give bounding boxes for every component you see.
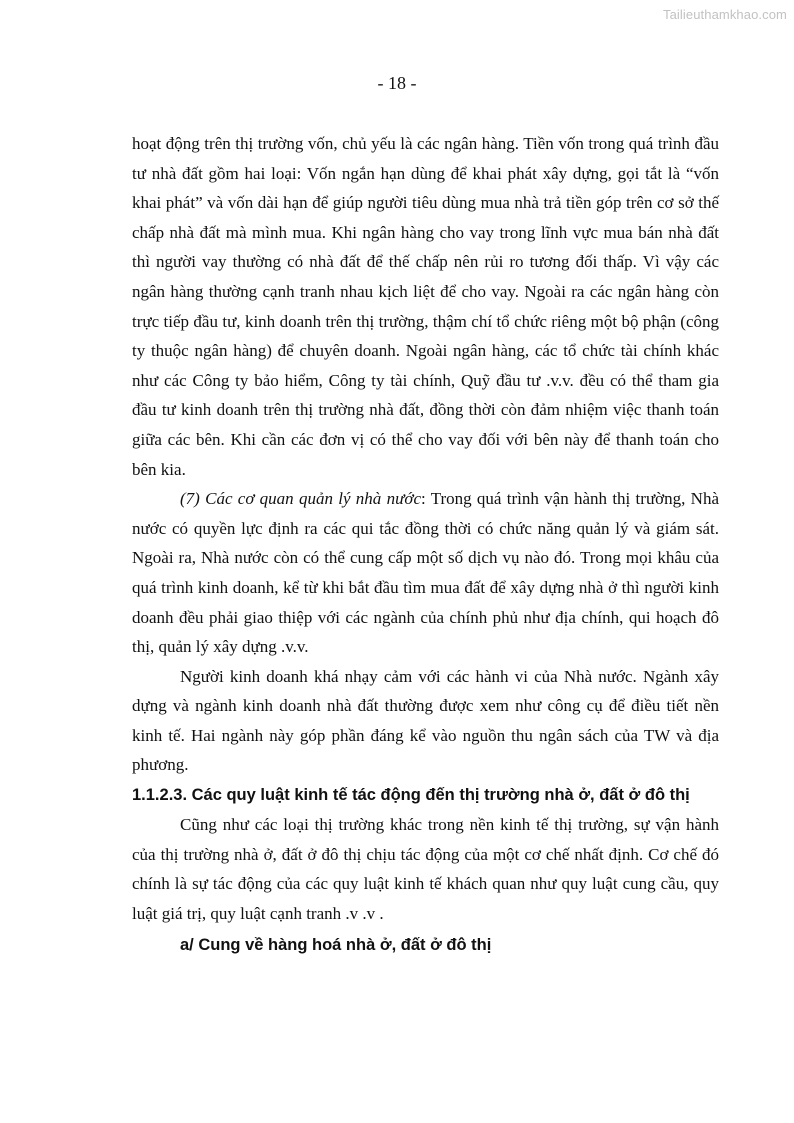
paragraph-market-mechanism: Cũng như các loại thị trường khác trong nền kinh tế thị trường, sự vận hành của thị trường nhà ở, đất ở đô thị chịu tác động của một cơ chế nhất định. Cơ chế đó chính là sự tác động của các quy luật kinh tế khách quan như quy luật cung cầu, quy luật giá trị, quy luật cạnh tranh .v .v .	[132, 815, 719, 923]
paragraph-banks: hoạt động trên thị trường vốn, chủ yếu là các ngân hàng. Tiền vốn trong quá trình đầu tư nhà đất gồm hai loại: Vốn ngắn hạn dùng để khai phát xây dựng, gọi tắt là “vốn khai phát” và vốn dài hạn để giúp người tiêu dùng mua nhà trả tiền góp trên cơ sở thế chấp nhà đất mà mình mua. Khi ngân hàng cho vay trong lĩnh vực mua bán nhà đất thì người vay thường có nhà đất để thế chấp nên rủi ro tương đối thấp. Vì vậy các ngân hàng thường cạnh tranh nhau kịch liệt để cho vay. Ngoài ra các ngân hàng còn trực tiếp đầu tư, kinh doanh trên thị trường, thậm chí tổ chức riêng một bộ phận (công ty thuộc ngân hàng) để chuyên doanh. Ngoài ngân hàng, các tổ chức tài chính khác như các Công ty bảo hiểm, Công ty tài chính, Quỹ đầu tư .v.v. đều có thể tham gia đầu tư kinh doanh trên thị trường nhà đất, đồng thời còn đảm nhiệm việc thanh toán giữa các bên. Khi cần các đơn vị có thể cho vay đối với bên này để thanh toán cho bên kia.	[132, 134, 719, 479]
subsection-heading: a/ Cung về hàng hoá nhà ở, đất ở đô thị	[180, 936, 492, 955]
section-heading: 1.1.2.3. Các quy luật kinh tế tác động đến thị trường nhà ở, đất ở đô thị	[132, 786, 690, 805]
paragraph-lead-italic: (7) Các cơ quan quản lý nhà nước	[180, 489, 421, 509]
paragraph-state-agencies	[132, 484, 719, 662]
watermark: Tailieuthamkhao.com	[662, 7, 787, 22]
paragraph-body-text: : Trong quá trình vận hành thị trường, Nhà nước có quyền lực định ra các qui tắc đồng thời có chức năng quản lý và giám sát. Ngoài ra, Nhà nước còn có thể cung cấp một số dịch vụ nào đó. Trong mọi khâu của quá trình kinh doanh, kể từ khi bắt đầu tìm mua đất để xây dựng nhà ở thì người kinh doanh đều phải giao thiệp với các ngành của chính phủ như địa chính, qui hoạch đô thị, quản lý xây dựng .v.v.	[132, 489, 720, 657]
page-number: - 18 -	[377, 73, 417, 93]
document-body	[132, 129, 719, 960]
paragraph-business-sensitivity: Người kinh doanh khá nhạy cảm với các hành vi của Nhà nước. Ngành xây dựng và ngành kinh doanh nhà đất thường được xem như công cụ để điều tiết nền kinh tế. Hai ngành này góp phần đáng kể vào nguồn thu ngân sách của TW và địa phương.	[132, 666, 719, 775]
